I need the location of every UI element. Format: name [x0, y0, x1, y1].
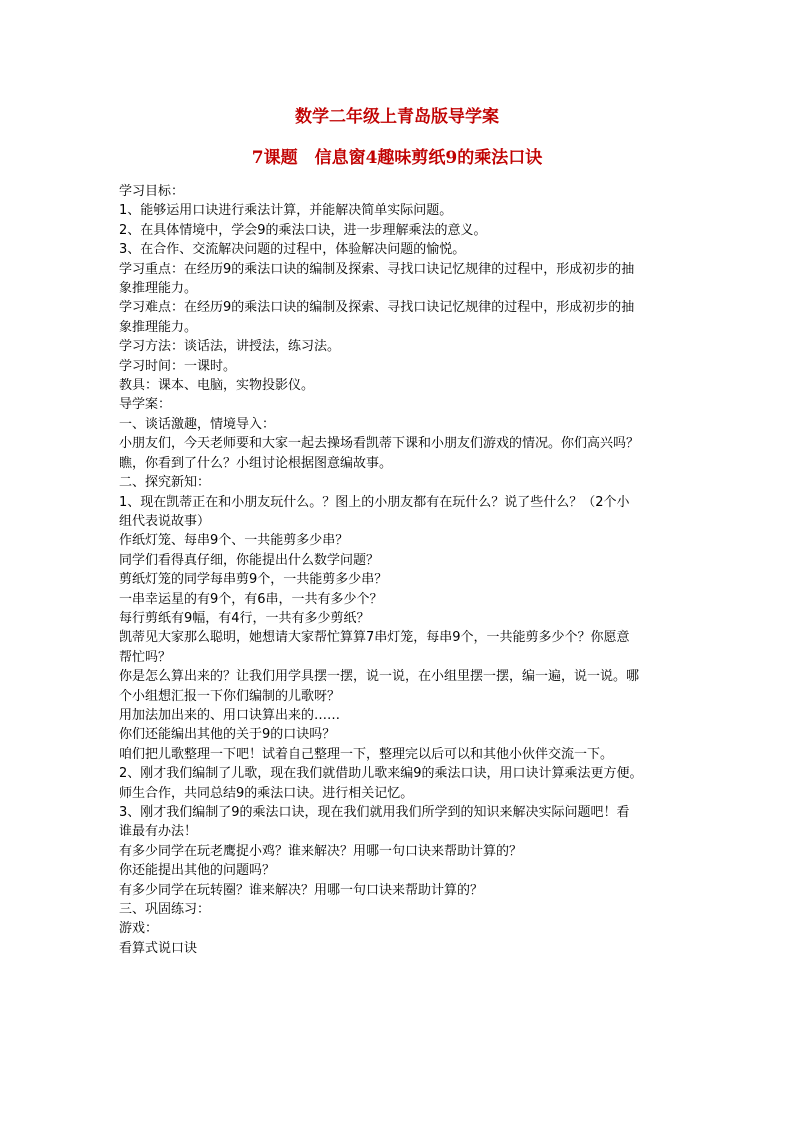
body-line: 谁最有办法！	[119, 824, 198, 840]
body-line: 你是怎么算出来的？让我们用学具摆一摆，说一说，在小组里摆一摆，编一遍，说一说。哪	[119, 669, 640, 685]
body-line: 咱们把儿歌整理一下吧！试着自己整理一下，整理完以后可以和其他小伙伴交流一下。	[119, 746, 614, 762]
body-line: 教具：课本、电脑，实物投影仪。	[119, 378, 315, 394]
body-line: 你们还能编出其他的关于9的口诀吗？	[119, 727, 336, 743]
body-line: 每行剪纸有9幅，有4行，一共有多少剪纸？	[119, 610, 370, 626]
page-title: 数学二年级上青岛版导学案	[295, 107, 499, 127]
body-line: 学习重点：在经历9的乘法口诀的编制及探索、寻找口诀记忆规律的过程中，形成初步的抽	[119, 261, 635, 277]
body-line: 学习方法：谈话法，讲授法，练习法。	[119, 339, 341, 355]
body-line: 学习难点：在经历9的乘法口诀的编制及探索、寻找口诀记忆规律的过程中，形成初步的抽	[119, 300, 635, 316]
body-line: 作纸灯笼、每串9个、一共能剪多少串？	[119, 533, 349, 549]
body-line: 2、刚才我们编制了儿歌，现在我们就借助儿歌来编9的乘法口诀，用口诀计算乘法更方便。	[119, 766, 643, 782]
body-line: 学习时间：一课时。	[119, 358, 237, 374]
body-line: 有多少同学在玩转圈？谁来解决？用哪一句口诀来帮助计算的？	[119, 882, 484, 898]
body-line: 2、在具体情境中，学会9的乘法口诀，进一步理解乘法的意义。	[119, 222, 487, 238]
body-line: 游戏：	[119, 921, 159, 937]
document-body	[119, 182, 679, 958]
body-line: 看算式说口诀	[119, 940, 198, 956]
body-line: 有多少同学在玩老鹰捉小鸡？谁来解决？用哪一句口诀来帮助计算的？	[119, 843, 523, 859]
body-line: 一、谈话激趣，情境导入：	[119, 416, 276, 432]
body-line: 三、巩固练习：	[119, 902, 211, 918]
body-line: 凯蒂见大家那么聪明，她想请大家帮忙算算7串灯笼，每串9个，一共能剪多少个？你愿意	[119, 630, 630, 646]
body-line: 学习目标：	[119, 184, 185, 199]
body-line: 3、在合作、交流解决问题的过程中，体验解决问题的愉悦。	[119, 242, 466, 258]
body-line: 同学们看得真仔细，你能提出什么数学问题？	[119, 552, 380, 568]
body-line: 师生合作，共同总结9的乘法口诀。进行相关记忆。	[119, 785, 414, 801]
body-line: 二、探究新知：	[119, 475, 211, 491]
body-line: 用加法加出来的、用口诀算出来的……	[119, 707, 341, 723]
body-line: 3、刚才我们编制了9的乘法口诀，现在我们就用我们所学到的知识来解决实际问题吧！看	[119, 805, 630, 820]
body-line: 一串幸运星的有9个，有6串，一共有多少个？	[119, 591, 383, 607]
body-line: 小朋友们，今天老师要和大家一起去操场看凯蒂下课和小朋友们游戏的情况。你们高兴吗？	[119, 436, 640, 452]
body-line: 1、现在凯蒂正在和小朋友玩什么。？图上的小朋友都有在玩什么？说了些什么？（2个小	[119, 494, 630, 510]
body-line: 象推理能力。	[119, 319, 198, 335]
body-line: 帮忙吗？	[119, 649, 172, 665]
body-line: 你还能提出其他的问题吗？	[119, 863, 276, 879]
body-line: 剪纸灯笼的同学每串剪9个，一共能剪多少串？	[119, 572, 388, 588]
body-line: 组代表说故事）	[119, 513, 211, 529]
body-line: 1、能够运用口诀进行乘法计算，并能解决简单实际问题。	[119, 203, 453, 219]
body-line: 象推理能力。	[119, 281, 198, 297]
lesson-title: 7课题 信息窗4趣味剪纸9的乘法口诀	[251, 148, 543, 168]
body-line: 瞧，你看到了什么？小组讨论根据图意编故事。	[119, 455, 393, 471]
body-line: 导学案：	[119, 397, 172, 413]
body-line: 个小组想汇报一下你们编制的儿歌呀？	[119, 688, 341, 704]
